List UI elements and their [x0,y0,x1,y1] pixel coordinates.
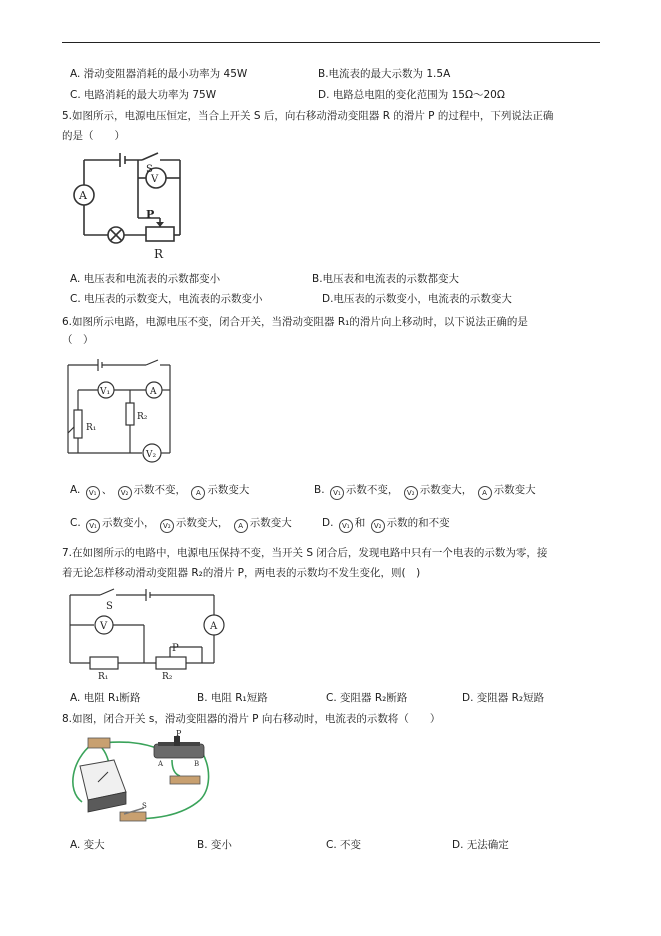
q4-option-d: D. 电路总电阻的变化范围为 15Ω～20Ω [318,89,505,101]
q5-option-c: C. 电压表的示数变大，电流表的示数变小 [70,293,263,305]
q6-option-a [70,481,249,500]
q7-option-c: C. 变阻器 R₂断路 [326,692,408,704]
q6-a-prefix: A. [70,484,81,496]
q7-stem-line2: 着无论怎样移动滑动变阻器 R₂的滑片 P，两电表的示数均不发生变化，则( ) [62,567,421,579]
q6-stem-line2: （ ） [62,334,94,346]
q7-ammeter-label: A [210,621,218,632]
q8-stem: 8.如图，闭合开关 s，滑动变阻器的滑片 P 向右移动时，电流表的示数将（ ） [62,713,441,725]
q4-option-c: C. 电路消耗的最大功率为 75W [70,89,217,101]
q8-terminal-b-label: B [194,760,200,768]
q6-ammeter-label: A [150,387,157,397]
q5-option-a: A. 电压表和电流表的示数都变小 [70,273,221,285]
voltmeter-v1-icon: V₁ [86,519,100,533]
q4-option-b: B.电流表的最大示数为 1.5A [318,68,451,80]
q8-apparatus-photo [62,730,222,835]
q6-stem-line1: 6.如图所示电路，电源电压不变，闭合开关，当滑动变阻器 R₁的滑片向上移动时，以下说法正确的是 [62,316,528,328]
q6-b-prefix: B. [314,484,325,496]
q5-ammeter-label: A [79,189,87,202]
voltmeter-v2-icon: V₂ [404,486,418,500]
q5-rheostat-label: R [154,247,164,261]
q8-switch-label: S [142,802,147,810]
q6-d-text2: 示数的和不变 [386,517,450,529]
q7-option-d: D. 变阻器 R₂短路 [462,692,545,704]
q8-slider-label: P [176,730,182,738]
q4-option-a: A. 滑动变阻器消耗的最小功率为 45W [70,68,248,80]
q7-circuit-diagram [62,585,232,680]
q5-circuit-diagram [68,148,188,263]
q6-v2-label: V₂ [146,450,157,460]
q6-b-text2: 示数变大， [419,484,473,496]
q6-a-text1: 示数不变， [133,484,187,496]
q6-option-c [70,514,292,533]
voltmeter-v1-icon: V₁ [330,486,344,500]
q6-circuit-diagram [60,355,180,470]
q6-option-b [314,481,536,500]
q5-slider-label: P [146,208,155,221]
q8-option-a: A. 变大 [70,839,105,851]
q7-stem-line1: 7.在如图所示的电路中，电源电压保持不变，当开关 S 闭合后，发现电路中只有一个电表的示数为零，接 [62,547,548,559]
q6-option-d [322,514,450,533]
q7-switch-label: S [106,601,113,612]
q7-voltmeter-label: V [100,621,108,632]
q8-resistor [170,776,200,784]
q8-rheostat [154,744,204,758]
q5-option-b: B.电压表和电流表的示数都变大 [312,273,460,285]
ammeter-icon: A [234,519,248,533]
q5-stem-line2: 的是（ ） [62,130,125,142]
voltmeter-v1-icon: V₁ [86,486,100,500]
q6-d-prefix: D. [322,517,334,529]
q5-option-d: D.电压表的示数变小，电流表的示数变大 [322,293,512,305]
voltmeter-v1-icon: V₁ [339,519,353,533]
q8-battery [88,738,110,748]
q6-r1-label: R₁ [86,423,97,433]
q6-v1-label: V₁ [100,387,111,397]
voltmeter-v2-icon: V₂ [371,519,385,533]
q6-c-text3: 示数变大 [249,517,292,529]
q7-r1-label: R₁ [98,672,109,680]
q5-voltmeter-label: V [151,174,159,185]
q6-b-text3: 示数变大 [493,484,536,496]
q8-option-c: C. 不变 [326,839,362,851]
ammeter-icon: A [191,486,205,500]
voltmeter-v2-icon: V₂ [118,486,132,500]
q6-a-sep: 、 [101,484,113,496]
q6-r2-label: R₂ [137,412,148,422]
q6-b-text1: 示数不变， [345,484,399,496]
q6-d-text1: 和 [354,517,366,529]
q7-option-a: A. 电阻 R₁断路 [70,692,141,704]
q6-c-text2: 示数变大， [175,517,229,529]
q8-terminal-a-label: A [158,760,164,768]
voltmeter-v2-icon: V₂ [160,519,174,533]
ammeter-icon: A [478,486,492,500]
q6-c-prefix: C. [70,517,81,529]
header-rule [62,42,600,43]
q6-a-text2: 示数变大 [207,484,250,496]
q8-option-b: B. 变小 [197,839,232,851]
q5-switch-label: S [146,164,153,175]
q6-c-text1: 示数变小， [102,517,155,529]
q7-option-b: B. 电阻 R₁短路 [197,692,268,704]
q5-stem-line1: 5.如图所示，电源电压恒定，当合上开关 S 后，向右移动滑动变阻器 R 的滑片 P 的过程中，下列说法正确 [62,110,554,122]
q7-slider-label: P [172,643,179,654]
q8-option-d: D. 无法确定 [452,839,509,851]
q7-r2-label: R₂ [162,672,173,680]
